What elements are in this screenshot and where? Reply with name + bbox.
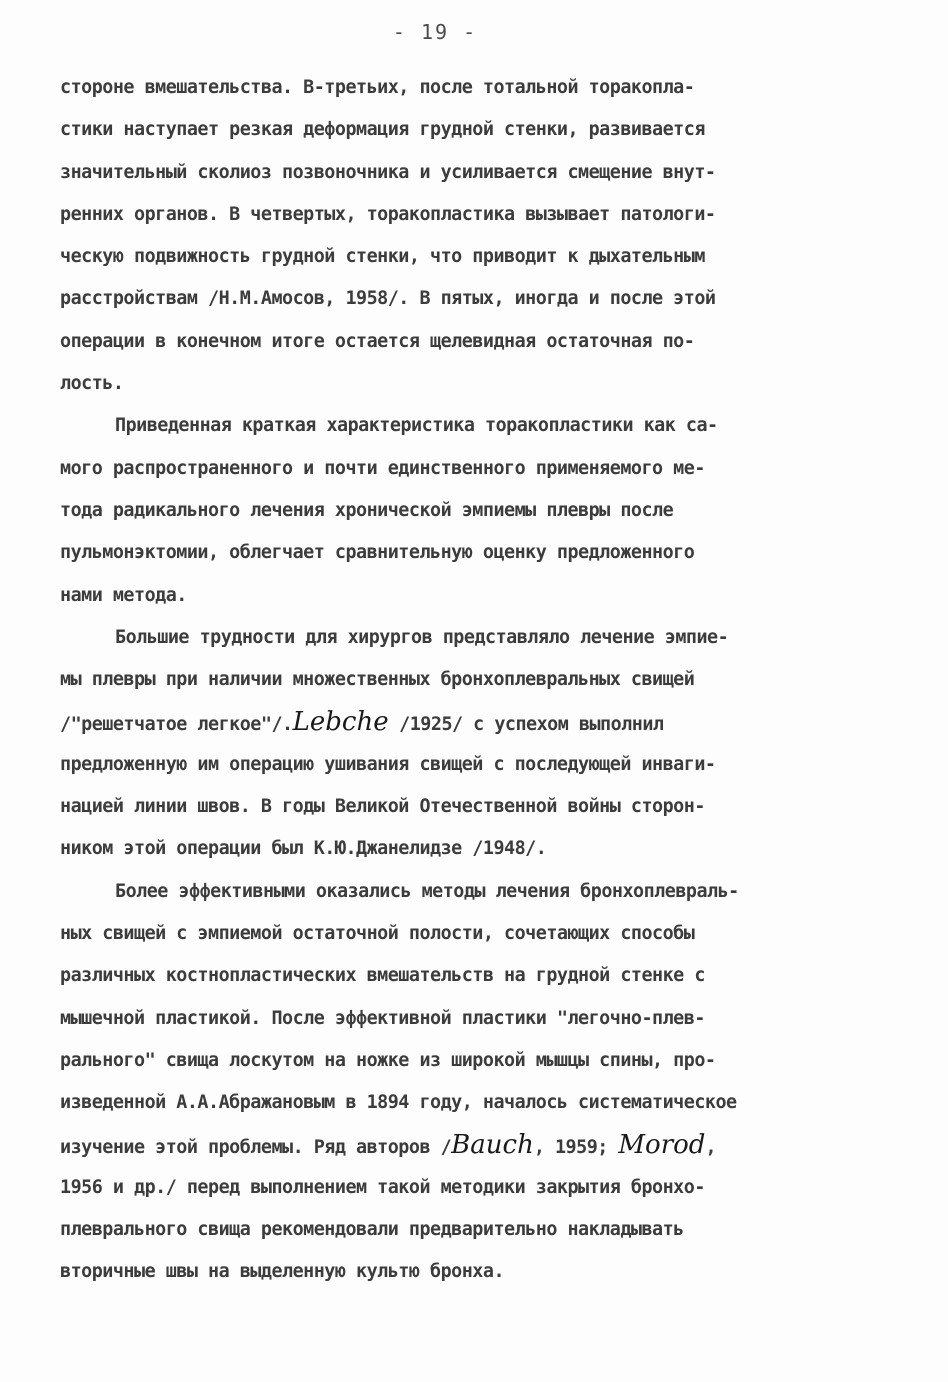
text-line: операции в конечном итоге остается щелевидная остаточная по- xyxy=(60,330,695,352)
page-number: - 19 - xyxy=(392,20,478,44)
text-line: лость. xyxy=(60,373,124,395)
paragraph-2 xyxy=(60,405,910,616)
text-line: ником этой операции был К.Ю.Джанелидзе /1948/. xyxy=(60,838,547,860)
text-line: предложенную им операцию ушивания свищей с последующей инваги- xyxy=(60,753,716,775)
handwritten-author-name: Lebche xyxy=(292,707,389,738)
paragraph-3 xyxy=(60,617,910,871)
text-line: Большие трудности для хирургов представляло лечение эмпие- xyxy=(115,626,729,648)
handwritten-author-name: Morod xyxy=(618,1130,706,1161)
text-fragment: /"решетчатое легкое"/. xyxy=(60,714,293,736)
text-fragment: , 1959; xyxy=(533,1137,619,1159)
text-line: Приведенная краткая характеристика торакопластики как са- xyxy=(115,415,718,437)
text-line: изведенной А.А.Абражановым в 1894 году, началось систематическое xyxy=(60,1092,737,1114)
body-text xyxy=(60,67,910,1294)
text-line-with-handwriting xyxy=(60,701,910,743)
text-fragment: /1925/ с успехом выполнил xyxy=(388,714,664,736)
text-line: стики наступает резкая деформация грудной стенки, развивается xyxy=(60,119,705,141)
text-line: различных костнопластических вмешательств на грудной стенке с xyxy=(60,965,705,987)
text-line: нацией линии швов. В годы Великой Отечественной войны сторон- xyxy=(60,796,705,818)
text-fragment: , xyxy=(705,1137,717,1159)
text-line-with-handwriting xyxy=(60,1124,910,1166)
handwritten-author-name: Bauch xyxy=(451,1130,534,1161)
text-line: вторичные швы на выделенную культю бронха. xyxy=(60,1261,505,1283)
text-line: мы плевры при наличии множественных бронхоплевральных свищей xyxy=(60,669,695,691)
text-line: значительный сколиоз позвоночника и усиливается смещение внут- xyxy=(60,161,716,183)
text-line: ренних органов. В четвертых, торакопластика вызывает патологи- xyxy=(60,203,716,225)
text-line: тода радикального лечения хронической эмпиемы плевры после xyxy=(60,499,674,521)
paragraph-1 xyxy=(60,67,910,405)
text-line: расстройствам /Н.М.Амосов, 1958/. В пятых, иногда и после этой xyxy=(60,288,716,310)
text-line: Более эффективными оказались методы лечения бронхоплевраль- xyxy=(115,880,739,902)
text-line: плеврального свища рекомендовали предварительно накладывать xyxy=(60,1219,684,1241)
text-line: ных свищей с эмпиемой остаточной полости, сочетающих способы xyxy=(60,922,695,944)
text-line: рального" свища лоскутом на ножке из широкой мышцы спины, про- xyxy=(60,1049,716,1071)
text-line: стороне вмешательства. В-третьих, после тотальной торакопла- xyxy=(60,77,695,98)
text-fragment: изучение этой проблемы. Ряд авторов / xyxy=(60,1137,452,1159)
text-line: пульмонэктомии, облегчает сравнительную оценку предложенного xyxy=(60,542,695,564)
text-line: 1956 и др./ перед выполнением такой методики закрытия бронхо- xyxy=(60,1176,705,1198)
text-line: мышечной пластикой. После эффективной пластики "легочно-плев- xyxy=(60,1007,705,1029)
text-line: мого распространенного и почти единственного применяемого ме- xyxy=(60,457,705,479)
text-line: нами метода. xyxy=(60,584,187,606)
paragraph-4 xyxy=(60,871,910,1294)
text-line: ческую подвижность грудной стенки, что приводит к дыхательным xyxy=(60,246,705,268)
